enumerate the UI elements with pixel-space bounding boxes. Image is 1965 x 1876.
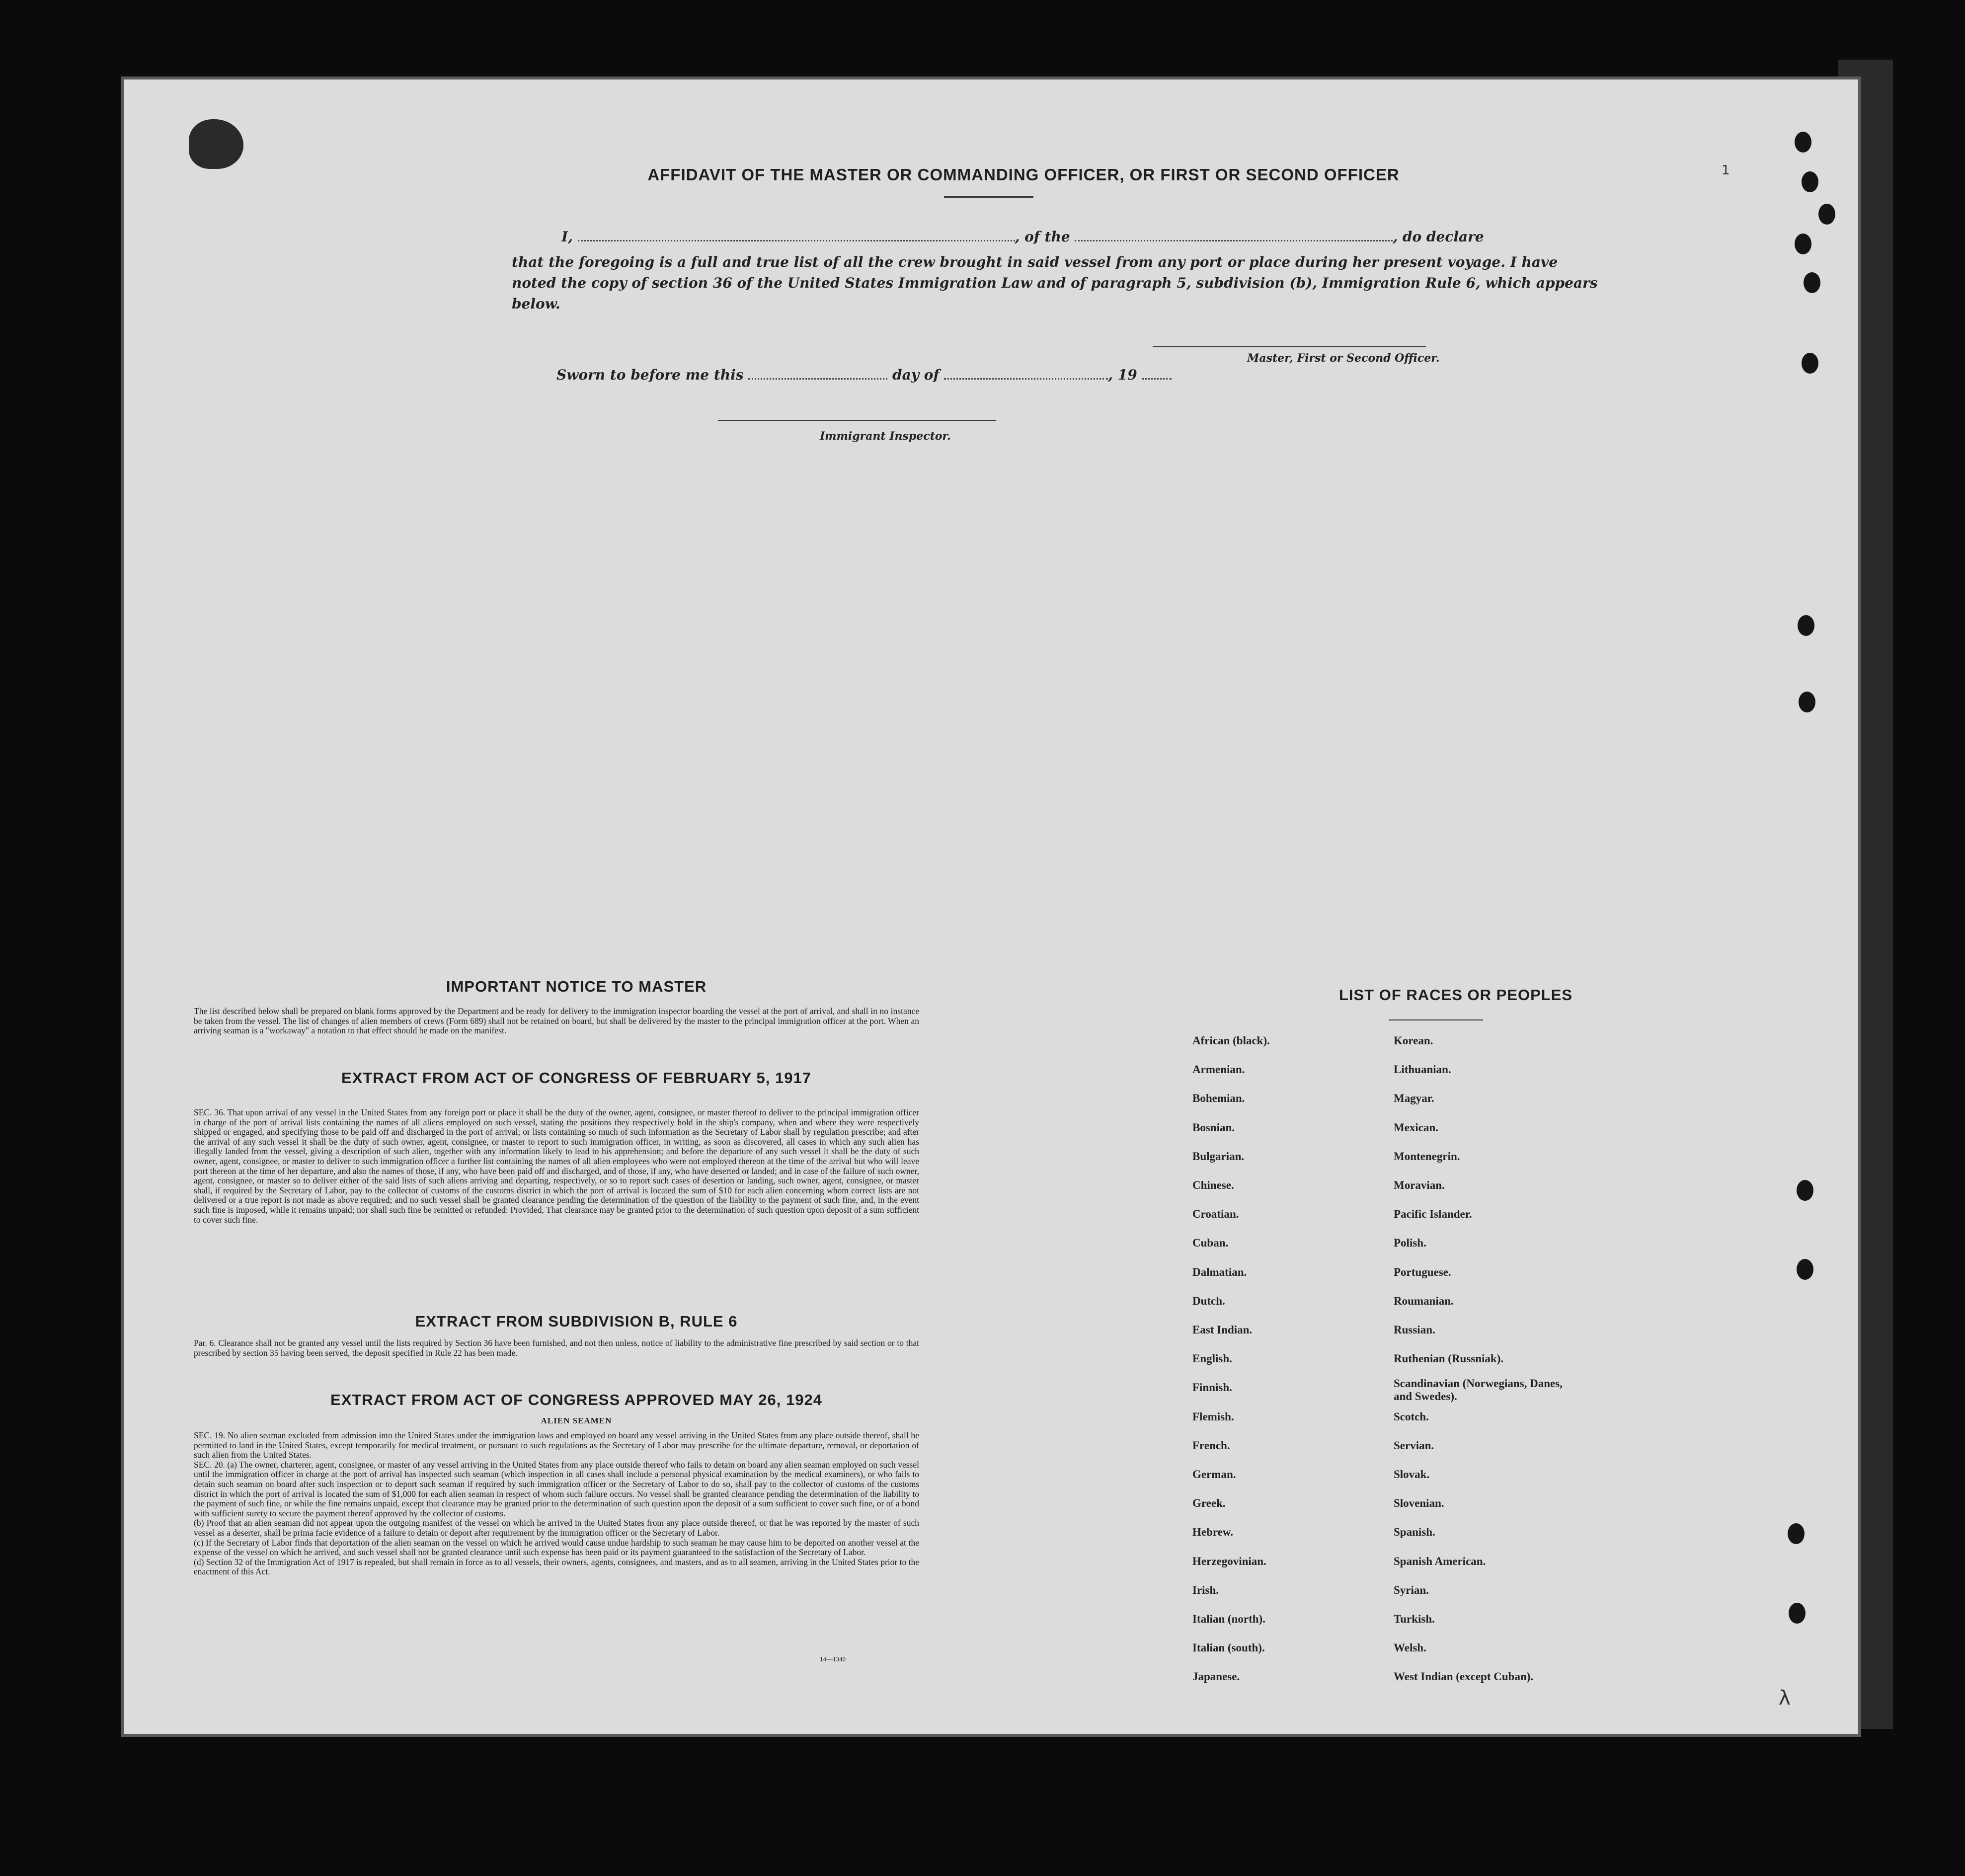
race-item: Polish. [1394,1237,1426,1250]
race-item: Flemish. [1192,1410,1234,1423]
punch-hole [1804,272,1820,293]
race-item: Bohemian. [1192,1092,1245,1105]
inspector-signature-line [718,420,996,421]
race-item: Chinese. [1192,1179,1234,1191]
race-item: Syrian. [1394,1583,1429,1596]
race-item: German. [1192,1468,1236,1481]
race-item: Croatian. [1192,1208,1239,1221]
subdivision-title: EXTRACT FROM SUBDIVISION B, RULE 6 [415,1313,738,1330]
vessel-blank [1075,235,1393,241]
race-item: Bulgarian. [1192,1150,1245,1163]
affidavit-title: AFFIDAVIT OF THE MASTER OR COMMANDING OFFICER, OR FIRST OR SECOND OFFICER [647,165,1400,184]
title-underline [944,196,1033,198]
race-item: Spanish American. [1394,1555,1486,1567]
race-item: Lithuanian. [1394,1063,1451,1076]
punch-hole [1797,1259,1813,1280]
punch-hole [1802,171,1818,192]
races-title: LIST OF RACES OR PEOPLES [1338,986,1573,1004]
race-item: Turkish. [1394,1613,1435,1625]
subdivision-text: Par. 6. Clearance shall not be granted any vessel until the lists required by Section 36 have been furnished, and not then unless, notice of liability to the administrative fine prescribed by said section or to that prescribed by section 35 having been served, the deposit specified in Rule 22 has been made. [194,1338,919,1358]
race-item: Ruthenian (Russniak). [1394,1352,1504,1365]
race-item: Greek. [1192,1497,1226,1510]
day-of-text: day of [892,367,940,383]
extract-1924-title: EXTRACT FROM ACT OF CONGRESS APPROVED MAY 26, 1924 [330,1391,822,1408]
form-number: 14—1340 [820,1655,846,1663]
race-item: Pacific Islander. [1394,1208,1472,1221]
extract-1917-title: EXTRACT FROM ACT OF CONGRESS OF FEBRUARY 5, 1917 [341,1069,811,1087]
inspector-caption: Immigrant Inspector. [820,430,951,443]
declaration-i: I, [561,229,573,245]
sworn-line [556,367,1172,383]
year-text: , 19 [1108,367,1137,383]
race-item: Dalmatian. [1192,1265,1247,1278]
master-caption: Master, First or Second Officer. [1247,352,1440,365]
punch-hole [1788,1523,1805,1544]
name-blank [578,235,1015,241]
punch-hole [1802,353,1818,374]
race-item: Montenegrin. [1394,1150,1460,1163]
page-mark: 1 [1722,163,1730,178]
race-item: Russian. [1394,1324,1435,1336]
race-item: Slovenian. [1394,1497,1444,1510]
race-item: Korean. [1394,1034,1433,1047]
day-blank [748,373,887,380]
race-item: Moravian. [1394,1179,1445,1191]
race-item: Scandinavian (Norwegians, Danes, and Swedes). [1394,1377,1563,1403]
race-item: Welsh. [1394,1642,1426,1654]
race-item: Italian (south). [1192,1642,1265,1654]
race-item: English. [1192,1352,1232,1365]
race-item: West Indian (except Cuban). [1394,1670,1534,1683]
alien-seamen-subtitle: ALIEN SEAMEN [541,1416,612,1425]
ink-stamp-blot [189,119,243,169]
extract-1924-text: SEC. 19. No alien seaman excluded from admission into the United States under the immigration laws and employed on board any vessel arriving in the United States from any place outside thereof, shall be permitted to land in the United States, except temporarily for medical treatment, or pursuant to such regulations as the Secretary of Labor may prescribe for the ultimate departure, removal, or deportation of such alien from the United States. SEC. 20. (a) The owner, charterer, agent, consignee, or master of any vessel arriving in the United States from any place outside thereof who fails to detain on board any alien seaman employed on such vessel until the immigration officer in charge at the port of arrival has inspected such seaman (which inspection in all cases shall include a personal physical examination by the medical examiners), or who fails to detain such seaman on board after such inspection or to deport such seaman if required by such immigration officer or the Secretary of Labor to do so, shall pay to the collector of customs of the customs district in which the port of arrival is located the sum of $1,000 for each alien seaman in respect of whom such failure occurs. No vessel shall be granted clearance pending the determination of the liability to the payment of such fine, or while the fine remains unpaid, except that clearance may be granted prior to the determination of such question upon the deposit of a sum sufficient to cover such fine, or of a bond with sufficient surety to secure the payment thereof approved by the collector of customs. (b) Proof that an alien seaman did not appear upon the outgoing manifest of the vessel on which he arrived in the United States from any place outside thereof, or that he was reported by the master of such vessel as a deserter, shall be prima facie evidence of a failure to detain or deport after requirement by the immigration officer or the Secretary of Labor. (c) If the Secretary of Labor finds that deportation of the alien seaman on the vessel on which he arrived would cause undue hardship to such seaman he may cause him to be deported on another vessel at the expense of the vessel on which he arrived, and such vessel shall not be granted clearance until such expense has been paid or its payment guaranteed to the satisfaction of the Secretary of Labor. (d) Section 32 of the Immigration Act of 1917 is repealed, but shall remain in force as to all vessels, their owners, agents, consignees, and masters, and as to all seamen, arriving in the United States prior to the enactment of this Act. [194,1430,919,1577]
race-item: Spanish. [1394,1526,1435,1539]
punch-hole [1789,1603,1806,1624]
punch-hole [1797,1180,1813,1201]
declaration-do-declare: , do declare [1393,229,1484,245]
punch-hole [1798,615,1814,636]
extract-1917-text: SEC. 36. That upon arrival of any vessel in the United States from any foreign port or place it shall be the duty of the owner, agent, consignee, or master thereof to deliver to the principal immigration officer in charge of the port of arrival lists containing the names of all aliens employed on such vessel, stating the positions they respectively hold in the ship's company, when and where they were respectively shipped or engaged, and specifying those to be paid off and discharged in the port of arrival; or lists containing so much of such information as the Secretary of Labor shall by regulation prescribe; and after the arrival of any such vessel it shall be the duty of such owner, agent, consignee, or master to report to such immigration officer, in writing, as soon as discovered, all cases in which any such alien has illegally landed from the vessel, giving a description of such alien, together with any information likely to lead to his apprehension; and before the departure of any such vessel it shall be the duty of such owner, agent, consignee, or master to deliver to such immigration officer a further list containing the names of all alien employees who were not employed thereon at the time of the arrival but who will leave port thereon at the time of her departure, and also the names of those, if any, who have been paid off and discharged, and of those, if any, who have deserted or landed; and in case of the failure of such owner, agent, consignee, or master so to deliver either of the said lists of such aliens arriving and departing, respectively, or so to report such cases of desertion or landing, such owner, agent, consignee, or master shall, if required by the Secretary of Labor, pay to the collector of customs of the customs district in which the port of arrival is located the sum of $10 for each alien concerning whom correct lists are not delivered or a true report is not made as above required; and no such vessel shall be granted clearance pending the determination of the question of the liability to the payment of such fine, and, in the event such fine is imposed, while it remains unpaid; nor shall such fine be remitted or refunded: Provided, That clearance may be granted prior to the determination of such question upon deposit of a sum sufficient to cover such fine. [194,1107,919,1225]
race-item: Dutch. [1192,1294,1225,1307]
race-item: Japanese. [1192,1670,1240,1683]
race-item: Mexican. [1394,1121,1439,1134]
corner-mark: λ [1779,1687,1791,1710]
race-item: Herzegovinian. [1192,1555,1266,1567]
race-item: Armenian. [1192,1063,1245,1076]
punch-hole [1818,204,1835,225]
declaration-of-the: , of the [1015,229,1070,245]
races-underline [1389,1019,1483,1020]
race-item: Hebrew. [1192,1526,1233,1539]
document-page [124,79,1858,1734]
declaration-line [561,229,1484,245]
race-item: Bosnian. [1192,1121,1235,1134]
race-item: Italian (north). [1192,1613,1265,1625]
race-item: Cuban. [1192,1237,1229,1250]
race-item: French. [1192,1439,1230,1452]
sworn-text: Sworn to before me this [556,367,744,383]
race-item: Slovak. [1394,1468,1430,1481]
punch-hole [1799,692,1815,712]
race-item: Irish. [1192,1583,1219,1596]
race-item: African (black). [1192,1034,1270,1047]
notice-text: The list described below shall be prepared on blank forms approved by the Department and be ready for delivery to the immigration inspector boarding the vessel at the port of arrival, and shall in no instance be taken from the vessel. The list of changes of alien members of crews (Form 689) shall not be retained on board, but shall be delivered by the master to the principal immigration officer at the port. When an arriving seaman is a "workaway" a notation to that effect should be made on the manifest. [194,1006,919,1036]
affidavit-body: that the foregoing is a full and true list of all the crew brought in said vessel from any port or place during her present voyage. I have noted the copy of section 36 of the United States Immigration Law and of paragraph 5, subdivision (b), Immigration Rule 6, which appears below. [512,254,1598,312]
month-blank [944,373,1108,380]
race-item: Portuguese. [1394,1265,1451,1278]
race-item: Servian. [1394,1439,1434,1452]
master-signature-line [1153,346,1426,347]
punch-hole [1795,132,1811,153]
punch-hole [1795,234,1811,254]
race-item: East Indian. [1192,1324,1253,1336]
notice-title: IMPORTANT NOTICE TO MASTER [446,978,707,995]
year-blank [1142,373,1172,380]
race-item: Magyar. [1394,1092,1434,1105]
race-item: Finnish. [1192,1381,1232,1394]
race-item: Roumanian. [1394,1294,1454,1307]
race-item: Scotch. [1394,1410,1429,1423]
